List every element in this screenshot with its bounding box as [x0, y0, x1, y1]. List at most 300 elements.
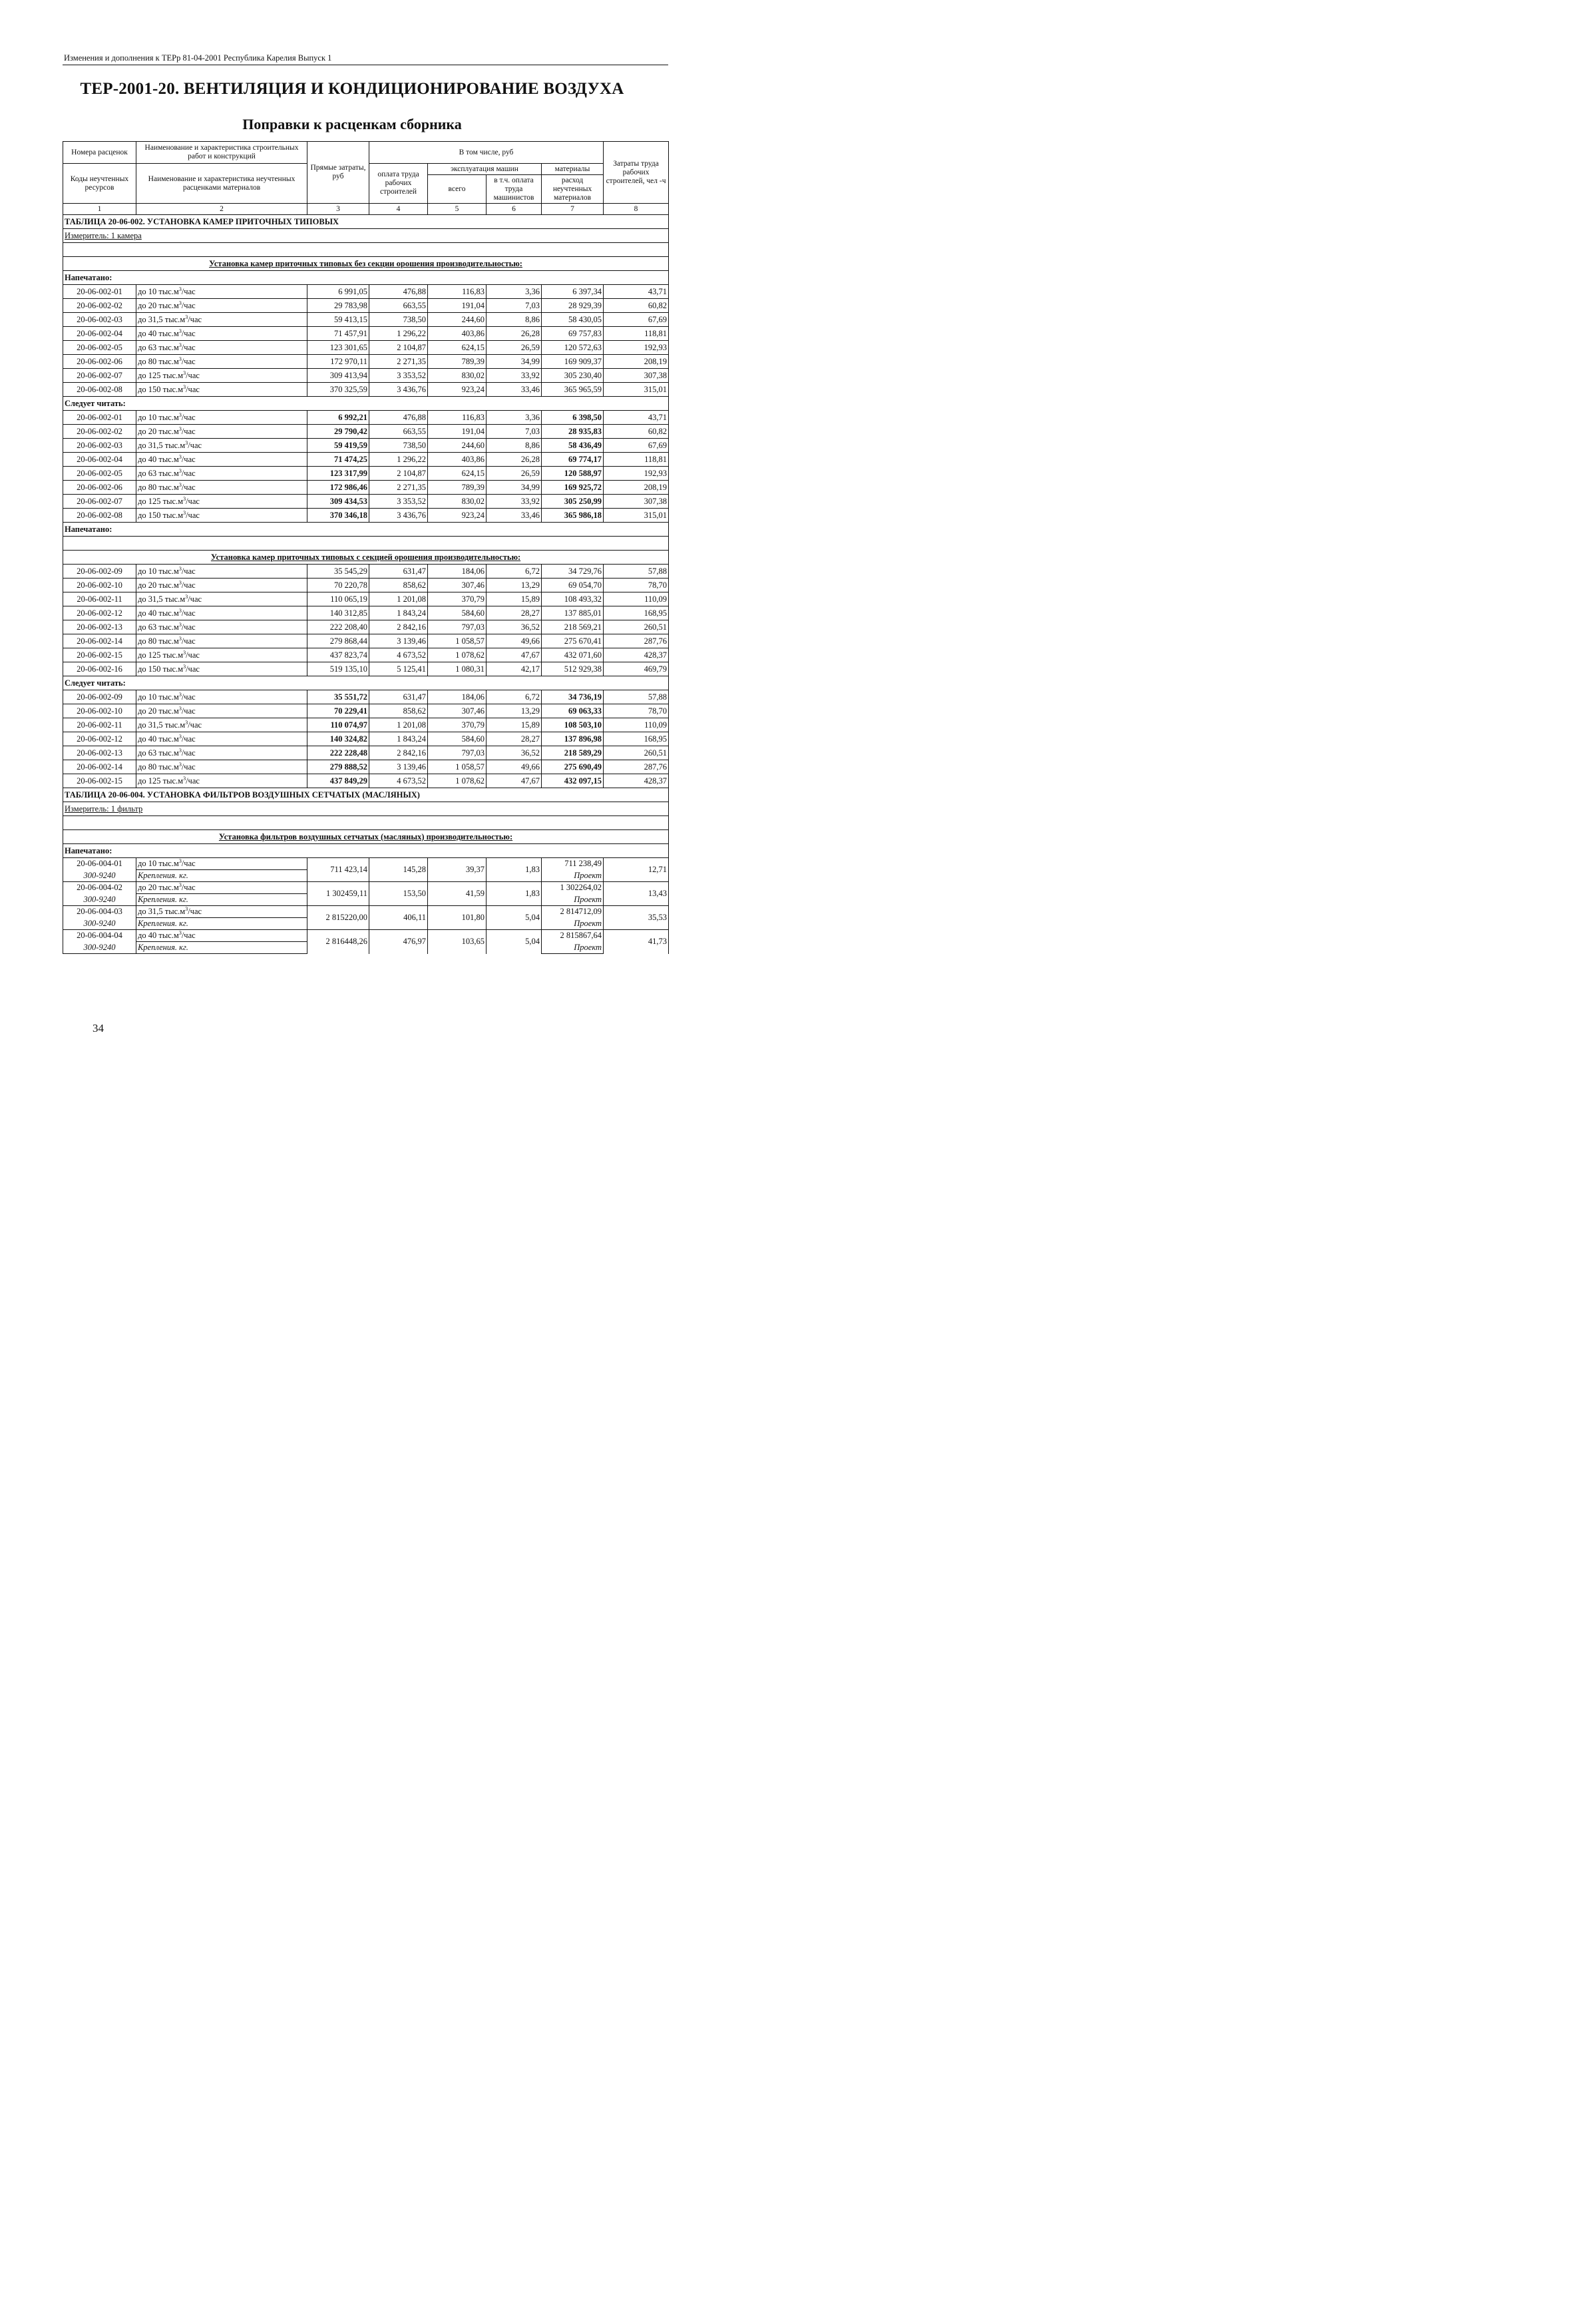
cube-superscript: 3 [178, 453, 182, 460]
capacity-value: до 40 [138, 608, 157, 618]
table-20-06-002-meter [63, 229, 669, 243]
machines-total-value: 184,06 [428, 690, 487, 704]
labor-hours-value: 192,93 [604, 467, 669, 481]
direct-costs-value: 59 413,15 [307, 313, 369, 327]
work-description [136, 648, 307, 662]
table-row [63, 592, 669, 606]
direct-costs-value: 71 474,25 [307, 453, 369, 467]
labor-pay-value: 2 104,87 [369, 341, 428, 355]
rate-code: 20-06-002-03 [63, 439, 136, 453]
machines-total-value: 584,60 [428, 732, 487, 746]
machines-total-value: 1 058,57 [428, 634, 487, 648]
table-row [63, 746, 669, 760]
cube-superscript: 3 [178, 481, 182, 488]
cube-superscript: 3 [178, 635, 182, 642]
direct-costs-value: 35 545,29 [307, 565, 369, 579]
label-read-as-row [63, 397, 669, 411]
capacity-value: до 80 [138, 762, 157, 772]
capacity-per-hour: /час [181, 706, 196, 716]
operator-pay-value: 7,03 [487, 299, 542, 313]
capacity-per-hour: /час [181, 636, 196, 646]
capacity-value: до 31,5 [138, 720, 163, 730]
capacity-per-hour: /час [188, 907, 202, 916]
capacity-value: до 10 [138, 859, 157, 868]
table-row [63, 732, 669, 746]
work-description [136, 369, 307, 383]
cube-superscript: 3 [185, 314, 188, 320]
capacity-unit: тыс.м [160, 776, 184, 786]
operator-pay-value: 36,52 [487, 620, 542, 634]
label-printed-row [63, 523, 669, 537]
capacity-per-hour: /час [181, 482, 196, 492]
capacity-per-hour: /час [181, 622, 196, 632]
machines-total-value: 41,59 [428, 882, 487, 906]
section-without-irrigation-title [63, 257, 669, 271]
materials-value: 69 774,17 [542, 453, 604, 467]
labor-hours-value: 60,82 [604, 425, 669, 439]
section-filters-title-row [63, 830, 669, 844]
capacity-per-hour: /час [181, 580, 196, 590]
col-rate-numbers: Номера расценок [63, 142, 136, 164]
operator-pay-value: 8,86 [487, 439, 542, 453]
cube-superscript: 3 [178, 579, 182, 586]
capacity-per-hour: /час [181, 286, 196, 296]
labor-pay-value: 476,88 [369, 285, 428, 299]
col-material-consumption: расход неучтенных материалов [542, 175, 604, 204]
capacity-value: до 125 [138, 370, 161, 380]
capacity-per-hour: /час [186, 664, 200, 674]
table-row [63, 327, 669, 341]
table-body [63, 215, 669, 954]
work-description [136, 481, 307, 495]
table-row [63, 662, 669, 676]
blank-row [63, 816, 669, 830]
materials-value: 432 071,60 [542, 648, 604, 662]
capacity-unit: тыс.м [156, 426, 179, 436]
work-description [136, 355, 307, 369]
cube-superscript: 3 [178, 342, 182, 348]
materials-value: 365 986,18 [542, 509, 604, 523]
table-row [63, 383, 669, 397]
direct-costs-value: 172 970,11 [307, 355, 369, 369]
direct-costs-value: 71 457,91 [307, 327, 369, 341]
labor-hours-value: 118,81 [604, 453, 669, 467]
table-row [63, 453, 669, 467]
capacity-per-hour: /час [188, 594, 202, 604]
capacity-unit: тыс.м [156, 300, 179, 310]
cube-superscript: 3 [178, 328, 182, 334]
operator-pay-value: 36,52 [487, 746, 542, 760]
table-row [63, 774, 669, 788]
labor-hours-value: 57,88 [604, 690, 669, 704]
materials-value: 137 896,98 [542, 732, 604, 746]
direct-costs-value: 309 413,94 [307, 369, 369, 383]
materials-value: 58 430,05 [542, 313, 604, 327]
table-row [63, 579, 669, 592]
capacity-per-hour: /час [181, 356, 196, 366]
operator-pay-value: 5,04 [487, 930, 542, 954]
materials-value: 58 436,49 [542, 439, 604, 453]
capacity-per-hour: /час [188, 440, 202, 450]
direct-costs-value: 59 419,59 [307, 439, 369, 453]
machines-total-value: 191,04 [428, 425, 487, 439]
direct-costs-value: 1 302459,11 [307, 882, 369, 906]
capacity-value: до 10 [138, 412, 157, 422]
materials-value: 275 670,41 [542, 634, 604, 648]
table-row [63, 690, 669, 704]
work-description [136, 439, 307, 453]
direct-costs-value: 222 228,48 [307, 746, 369, 760]
capacity-unit: тыс.м [156, 328, 179, 338]
cube-superscript: 3 [183, 663, 186, 670]
capacity-value: до 80 [138, 356, 157, 366]
operator-pay-value: 26,59 [487, 467, 542, 481]
column-numbers-row [63, 204, 669, 215]
section-without-irrigation-title-text: Установка камер приточных типовых без секции орошения производительностью: [209, 258, 522, 268]
direct-costs-value: 6 992,21 [307, 411, 369, 425]
direct-costs-value: 279 868,44 [307, 634, 369, 648]
capacity-value: до 31,5 [138, 907, 163, 916]
capacity-value: до 40 [138, 454, 157, 464]
capacity-unit: тыс.м [156, 580, 179, 590]
table-row [63, 467, 669, 481]
resource-material: Проект [542, 942, 604, 954]
materials-value: 2 815867,64 [542, 930, 604, 942]
labor-hours-value: 307,38 [604, 369, 669, 383]
work-description [136, 634, 307, 648]
machines-total-value: 1 078,62 [428, 648, 487, 662]
capacity-unit: тыс.м [156, 748, 179, 758]
capacity-value: до 20 [138, 300, 157, 310]
capacity-unit: тыс.м [162, 314, 186, 324]
labor-hours-value: 110,09 [604, 718, 669, 732]
machines-total-value: 403,86 [428, 327, 487, 341]
table-row [63, 439, 669, 453]
capacity-per-hour: /час [181, 734, 196, 744]
operator-pay-value: 15,89 [487, 592, 542, 606]
capacity-value: до 40 [138, 734, 157, 744]
machines-total-value: 584,60 [428, 606, 487, 620]
direct-costs-value: 309 434,53 [307, 495, 369, 509]
cube-superscript: 3 [185, 439, 188, 446]
direct-costs-value: 172 986,46 [307, 481, 369, 495]
capacity-per-hour: /час [181, 608, 196, 618]
resource-material: Проект [542, 918, 604, 930]
capacity-value: до 63 [138, 342, 157, 352]
capacity-unit: тыс.м [156, 482, 179, 492]
capacity-unit: тыс.м [160, 384, 184, 394]
cube-superscript: 3 [178, 425, 182, 432]
capacity-per-hour: /час [181, 748, 196, 758]
direct-costs-value: 29 783,98 [307, 299, 369, 313]
labor-pay-value: 4 673,52 [369, 774, 428, 788]
capacity-value: до 125 [138, 650, 161, 660]
machines-total-value: 370,79 [428, 592, 487, 606]
section-filters-title-text: Установка фильтров воздушных сетчатых (масляных) производительностью: [218, 831, 513, 841]
rate-code: 20-06-002-09 [63, 565, 136, 579]
machines-total-value: 923,24 [428, 509, 487, 523]
machines-total-value: 116,83 [428, 285, 487, 299]
cube-superscript: 3 [178, 286, 182, 292]
cube-superscript: 3 [178, 761, 182, 768]
work-description [136, 662, 307, 676]
section-without-irrigation-title-row [63, 257, 669, 271]
materials-value: 305 250,99 [542, 495, 604, 509]
capacity-value: до 80 [138, 636, 157, 646]
rate-code: 20-06-002-13 [63, 620, 136, 634]
table-20-06-002-meter-text: Измеритель: 1 камера [65, 230, 142, 240]
col-work-name: Наименование и характеристика строительных работ и конструкций [136, 142, 307, 164]
operator-pay-value: 5,04 [487, 906, 542, 930]
table-row [63, 648, 669, 662]
operator-pay-value: 34,99 [487, 355, 542, 369]
work-description [136, 906, 307, 918]
work-description [136, 690, 307, 704]
table-row [63, 369, 669, 383]
cube-superscript: 3 [178, 355, 182, 362]
capacity-unit: тыс.м [156, 286, 179, 296]
machines-total-value: 1 058,57 [428, 760, 487, 774]
materials-value: 120 572,63 [542, 341, 604, 355]
operator-pay-value: 26,59 [487, 341, 542, 355]
table-20-06-004-meter [63, 802, 669, 816]
machines-total-value: 244,60 [428, 313, 487, 327]
resource-material: Проект [542, 870, 604, 882]
labor-pay-value: 1 843,24 [369, 732, 428, 746]
machines-total-value: 830,02 [428, 369, 487, 383]
labor-hours-value: 315,01 [604, 509, 669, 523]
col-group-machines: эксплуатация машин [428, 164, 542, 175]
col-material-name: Наименование и характеристика неучтенных расценками материалов [136, 164, 307, 204]
materials-value: 2 814712,09 [542, 906, 604, 918]
materials-value: 108 493,32 [542, 592, 604, 606]
work-description [136, 341, 307, 355]
section-with-irrigation-title-text: Установка камер приточных типовых с секцией орошения производительностью: [210, 552, 521, 562]
table-row [63, 858, 669, 870]
table-20-06-004-meter-row [63, 802, 669, 816]
rate-code: 20-06-002-03 [63, 313, 136, 327]
table-row [63, 481, 669, 495]
operator-pay-value: 1,83 [487, 858, 542, 882]
column-number: 8 [604, 204, 669, 215]
column-number: 5 [428, 204, 487, 215]
operator-pay-value: 28,27 [487, 606, 542, 620]
labor-hours-value: 60,82 [604, 299, 669, 313]
work-description [136, 453, 307, 467]
rate-code: 20-06-002-12 [63, 732, 136, 746]
operator-pay-value: 47,67 [487, 774, 542, 788]
labor-hours-value: 12,71 [604, 858, 669, 882]
table-row [63, 906, 669, 918]
resource-material: Проект [542, 894, 604, 906]
operator-pay-value: 3,36 [487, 285, 542, 299]
labor-pay-value: 738,50 [369, 313, 428, 327]
direct-costs-value: 437 849,29 [307, 774, 369, 788]
labor-pay-value: 1 296,22 [369, 453, 428, 467]
operator-pay-value: 49,66 [487, 634, 542, 648]
capacity-unit: тыс.м [156, 566, 179, 576]
col-group-including: В том числе, руб [369, 142, 604, 164]
resource-name: Крепления. кг. [136, 870, 307, 882]
labor-pay-value: 3 353,52 [369, 369, 428, 383]
capacity-value: до 20 [138, 883, 157, 892]
labor-hours-value: 287,76 [604, 634, 669, 648]
cube-superscript: 3 [183, 495, 186, 502]
cube-superscript: 3 [178, 733, 182, 740]
work-description [136, 620, 307, 634]
capacity-per-hour: /час [181, 328, 196, 338]
work-description [136, 495, 307, 509]
labor-pay-value: 4 673,52 [369, 648, 428, 662]
resource-name: Крепления. кг. [136, 894, 307, 906]
capacity-unit: тыс.м [160, 664, 184, 674]
section-filters-title [63, 830, 669, 844]
rate-code: 20-06-002-10 [63, 579, 136, 592]
labor-hours-value: 192,93 [604, 341, 669, 355]
capacity-per-hour: /час [181, 931, 196, 940]
rate-code: 20-06-002-16 [63, 662, 136, 676]
corrections-subtitle: Поправки к расценкам сборника [242, 116, 462, 132]
blank [63, 816, 669, 830]
direct-costs-value: 29 790,42 [307, 425, 369, 439]
resource-name: Крепления. кг. [136, 918, 307, 930]
labor-hours-value: 43,71 [604, 411, 669, 425]
work-description [136, 565, 307, 579]
rate-code: 20-06-002-08 [63, 509, 136, 523]
direct-costs-value: 6 991,05 [307, 285, 369, 299]
materials-value: 6 397,34 [542, 285, 604, 299]
rate-code: 20-06-002-13 [63, 746, 136, 760]
labor-pay-value: 2 271,35 [369, 355, 428, 369]
section-with-irrigation-title-row [63, 551, 669, 565]
machines-total-value: 307,46 [428, 579, 487, 592]
direct-costs-value: 110 074,97 [307, 718, 369, 732]
capacity-per-hour: /час [186, 384, 200, 394]
blank-row [63, 243, 669, 257]
label-read-as-row [63, 676, 669, 690]
direct-costs-value: 370 325,59 [307, 383, 369, 397]
capacity-per-hour: /час [186, 510, 200, 520]
capacity-unit: тыс.м [162, 720, 186, 730]
rate-code: 20-06-002-14 [63, 634, 136, 648]
capacity-unit: тыс.м [156, 454, 179, 464]
rate-code: 20-06-002-06 [63, 355, 136, 369]
work-description [136, 592, 307, 606]
labor-pay-value: 3 436,76 [369, 383, 428, 397]
direct-costs-value: 222 208,40 [307, 620, 369, 634]
labor-pay-value: 738,50 [369, 439, 428, 453]
capacity-value: до 31,5 [138, 440, 163, 450]
capacity-unit: тыс.м [156, 622, 179, 632]
table-20-06-004-title-row [63, 788, 669, 802]
capacity-unit: тыс.м [160, 510, 184, 520]
resource-code: 300-9240 [63, 870, 136, 882]
column-number: 1 [63, 204, 136, 215]
labor-pay-value: 858,62 [369, 579, 428, 592]
running-head: Изменения и дополнения к ТЕРр 81-04-2001 Республика Карелия Выпуск 1 [64, 53, 332, 63]
machines-total-value: 103,65 [428, 930, 487, 954]
machines-total-value: 624,15 [428, 341, 487, 355]
direct-costs-value: 2 816448,26 [307, 930, 369, 954]
machines-total-value: 101,80 [428, 906, 487, 930]
labor-hours-value: 110,09 [604, 592, 669, 606]
capacity-per-hour: /час [181, 454, 196, 464]
work-description [136, 760, 307, 774]
labor-hours-value: 428,37 [604, 648, 669, 662]
column-number: 2 [136, 204, 307, 215]
cube-superscript: 3 [178, 691, 182, 698]
cube-superscript: 3 [178, 857, 182, 864]
labor-hours-value: 260,51 [604, 746, 669, 760]
capacity-value: до 40 [138, 328, 157, 338]
cube-superscript: 3 [178, 467, 182, 474]
labor-pay-value: 3 139,46 [369, 760, 428, 774]
capacity-value: до 40 [138, 931, 157, 940]
label-printed: Напечатано: [63, 271, 669, 285]
labor-pay-value: 3 436,76 [369, 509, 428, 523]
materials-value: 28 929,39 [542, 299, 604, 313]
corrections-table [63, 141, 668, 954]
labor-pay-value: 663,55 [369, 425, 428, 439]
capacity-value: до 10 [138, 286, 157, 296]
column-number: 3 [307, 204, 369, 215]
rate-code: 20-06-004-01 [63, 858, 136, 870]
resource-code: 300-9240 [63, 894, 136, 906]
capacity-per-hour: /час [186, 370, 200, 380]
capacity-value: до 31,5 [138, 314, 163, 324]
direct-costs-value: 437 823,74 [307, 648, 369, 662]
capacity-unit: тыс.м [156, 931, 179, 940]
direct-costs-value: 70 220,78 [307, 579, 369, 592]
table-row [63, 606, 669, 620]
capacity-unit: тыс.м [160, 650, 184, 660]
table-row [63, 299, 669, 313]
materials-value: 108 503,10 [542, 718, 604, 732]
table-row [63, 634, 669, 648]
direct-costs-value: 140 324,82 [307, 732, 369, 746]
capacity-per-hour: /час [181, 300, 196, 310]
labor-pay-value: 1 201,08 [369, 718, 428, 732]
rate-code: 20-06-004-03 [63, 906, 136, 918]
materials-value: 365 965,59 [542, 383, 604, 397]
machines-total-value: 307,46 [428, 704, 487, 718]
labor-pay-value: 2 842,16 [369, 620, 428, 634]
work-description [136, 718, 307, 732]
machines-total-value: 624,15 [428, 467, 487, 481]
direct-costs-value: 279 888,52 [307, 760, 369, 774]
capacity-value: до 10 [138, 692, 157, 702]
labor-hours-value: 43,71 [604, 285, 669, 299]
rate-code: 20-06-002-01 [63, 411, 136, 425]
label-printed: Напечатано: [63, 523, 669, 537]
capacity-per-hour: /час [181, 692, 196, 702]
work-description [136, 704, 307, 718]
label-printed: Напечатано: [63, 844, 669, 858]
rate-code: 20-06-002-08 [63, 383, 136, 397]
labor-pay-value: 2 104,87 [369, 467, 428, 481]
materials-value: 34 729,76 [542, 565, 604, 579]
table-20-06-002-title-row [63, 215, 669, 229]
materials-value: 69 063,33 [542, 704, 604, 718]
labor-pay-value: 145,28 [369, 858, 428, 882]
column-header [63, 142, 669, 215]
operator-pay-value: 28,27 [487, 732, 542, 746]
rate-code: 20-06-002-02 [63, 425, 136, 439]
rate-code: 20-06-004-04 [63, 930, 136, 942]
machines-total-value: 39,37 [428, 858, 487, 882]
blank [63, 243, 669, 257]
work-description [136, 606, 307, 620]
